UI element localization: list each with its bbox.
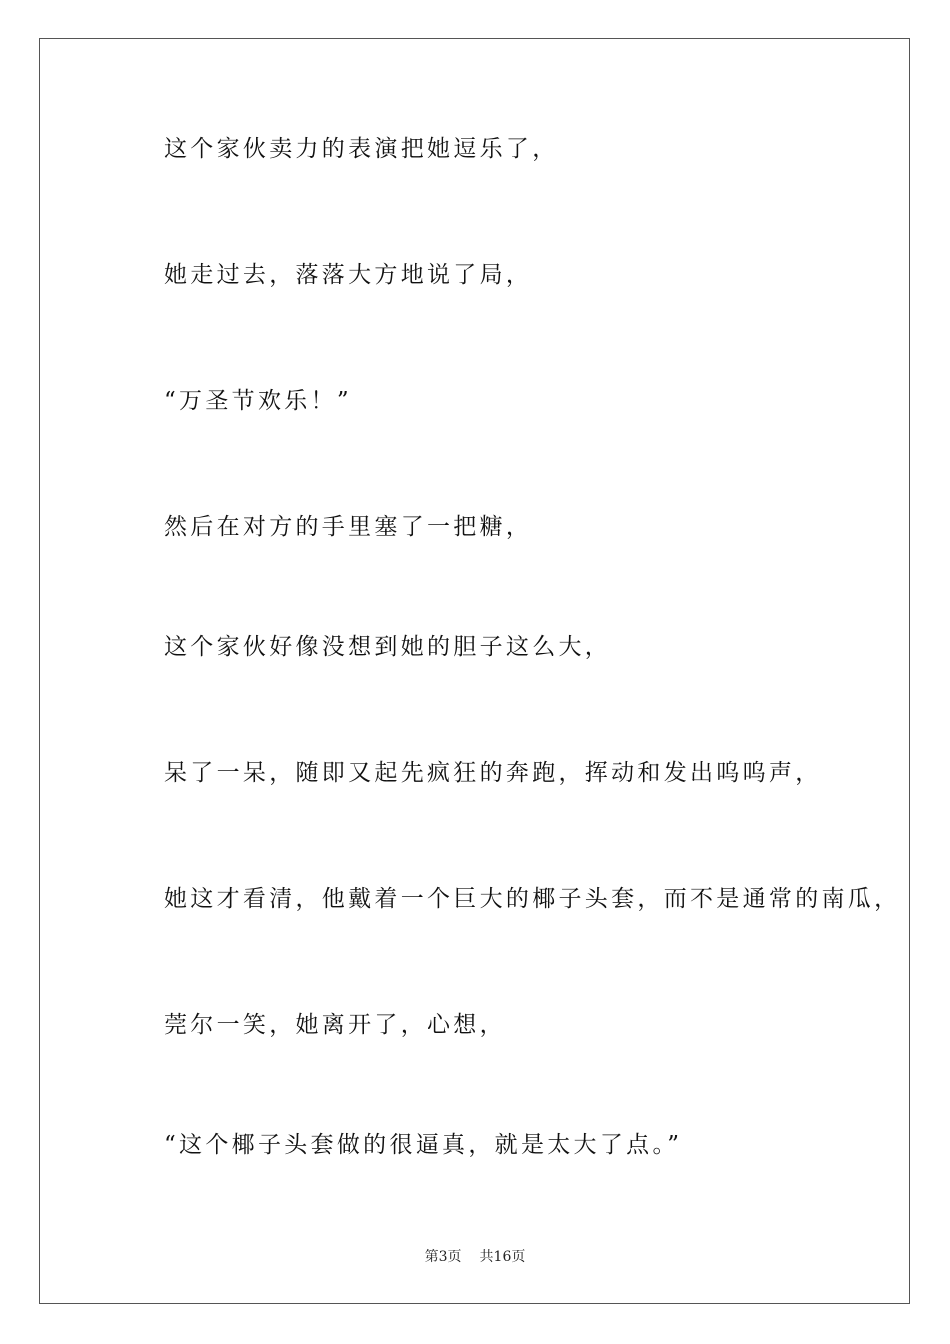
total-page-count: 共16页	[479, 1249, 526, 1265]
text-line: 她走过去，落落大方地说了局，	[164, 262, 533, 288]
current-page-number: 第3页	[424, 1249, 462, 1265]
text-line: 这个家伙卖力的表演把她逗乐了，	[164, 136, 559, 162]
text-line: 然后在对方的手里塞了一把糖，	[164, 514, 533, 540]
page-border	[39, 38, 910, 1304]
text-line: 她这才看清，他戴着一个巨大的椰子头套，而不是通常的南瓜，	[164, 886, 901, 912]
text-line: “这个椰子头套做的很逼真，就是太大了点。”	[164, 1132, 683, 1158]
text-line: “万圣节欢乐！”	[164, 388, 352, 414]
text-line: 莞尔一笑，她离开了，心想，	[164, 1012, 506, 1038]
page-footer	[0, 1246, 950, 1266]
text-line: 呆了一呆，随即又起先疯狂的奔跑，挥动和发出呜呜声，	[164, 760, 822, 786]
text-line: 这个家伙好像没想到她的胆子这么大，	[164, 634, 612, 660]
